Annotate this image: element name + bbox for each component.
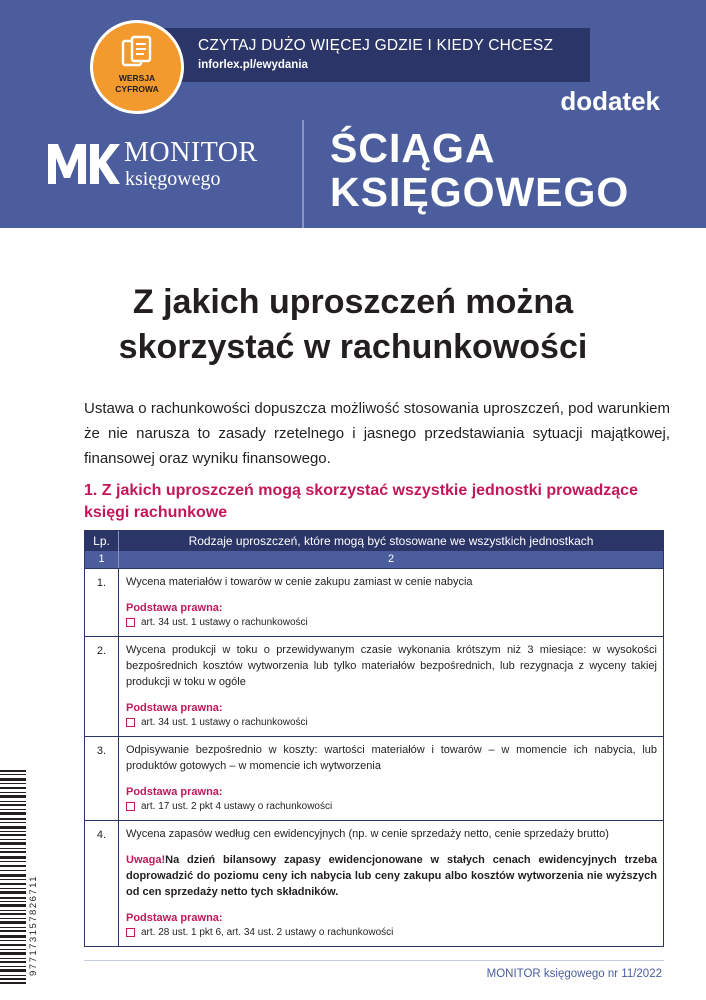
row-description: Odpisywanie bezpośrednio w koszty: wartości materiałów i towarów – w momencie ich nabycia, lub produktów gotowych – w momencie ich wytworzenia xyxy=(126,744,657,772)
column-number-row xyxy=(85,551,663,568)
row-description: Wycena zapasów według cen ewidencyjnych (np. w cenie sprzedaży netto, cenie sprzedaży brutto) xyxy=(126,828,609,840)
row-number: 4. xyxy=(85,821,119,946)
row-number: 3. xyxy=(85,737,119,820)
digital-edition-promo[interactable] xyxy=(160,28,590,82)
legal-basis-item xyxy=(126,616,657,630)
warning-text: Na dzień bilansowy zapasy ewidencjonowane w stałych cenach ewidencyjnych trzeba doprowadzić do poziomu ceny ich nabycia lub ceny zakupu albo kosztów wytworzenia nie wyższych od cen sprzedaży netto tych składników. xyxy=(126,854,657,898)
row-number: 2. xyxy=(85,637,119,736)
logo-monitor-text: MONITOR xyxy=(124,137,258,168)
warning-note xyxy=(126,852,657,900)
digital-version-badge[interactable] xyxy=(90,20,184,114)
table-row xyxy=(85,736,663,820)
column-number-1: 1 xyxy=(85,551,119,568)
row-content xyxy=(119,569,663,636)
footer-issue-label: MONITOR księgowego nr 11/2022 xyxy=(486,968,662,980)
table-row xyxy=(85,568,663,636)
table-row xyxy=(85,820,663,946)
table-header xyxy=(85,531,663,551)
warning-label: Uwaga! xyxy=(126,854,166,866)
legal-basis-text: art. 34 ust. 1 ustawy o rachunkowości xyxy=(141,617,308,628)
barcode-digits: 977173157826711 xyxy=(28,874,39,976)
row-content xyxy=(119,821,663,946)
row-description: Wycena produkcji w toku o przewidywanym czasie wykonania krótszym niż 3 miesiące: w wysokości bezpośrednich kosztów wytworzenia lub tylko materiałów bezpośrednich, lub rezygnacja z wyceny takiej produkcji w toku w ogóle xyxy=(126,644,657,688)
checkbox-icon xyxy=(126,802,135,811)
legal-basis-text: art. 34 ust. 1 ustawy o rachunkowości xyxy=(141,717,308,728)
legal-basis-label: Podstawa prawna: xyxy=(126,702,223,714)
legal-basis-item xyxy=(126,800,657,814)
promo-url[interactable]: inforlex.pl/ewydania xyxy=(198,59,308,71)
monitor-ksiegowego-logo-mark xyxy=(46,140,120,186)
table-row xyxy=(85,636,663,736)
promo-headline: CZYTAJ DUŻO WIĘCEJ GDZIE I KIEDY CHCESZ xyxy=(198,37,554,54)
legal-basis-label: Podstawa prawna: xyxy=(126,602,223,614)
article-title xyxy=(0,280,706,370)
supplement-label: dodatek xyxy=(560,86,660,116)
section-heading: 1. Z jakich uproszczeń mogą skorzystać wszystkie jednostki prowadzące księgi rachunkowe xyxy=(84,482,638,521)
legal-basis-label: Podstawa prawna: xyxy=(126,786,223,798)
legal-basis-text: art. 17 ust. 2 pkt 4 ustawy o rachunkowości xyxy=(141,801,333,812)
header-divider xyxy=(302,120,304,228)
badge-label-line2: CYFROWA xyxy=(115,84,159,94)
header-banner xyxy=(0,0,706,228)
simplifications-table xyxy=(84,530,664,947)
row-description: Wycena materiałów i towarów w cenie zakupu zamiast w cenie nabycia xyxy=(126,576,473,588)
checkbox-icon xyxy=(126,718,135,727)
article-title-line2: skorzystać w rachunkowości xyxy=(118,328,588,366)
footer-divider xyxy=(84,960,664,961)
supplement-title-line1: ŚCIĄGA xyxy=(330,125,496,171)
barcode xyxy=(0,770,26,984)
legal-basis-item xyxy=(126,926,657,940)
supplement-title-line2: KSIĘGOWEGO xyxy=(330,169,630,215)
article-title-line1: Z jakich uproszczeń można xyxy=(132,283,574,321)
checkbox-icon xyxy=(126,928,135,937)
checkbox-icon xyxy=(126,618,135,627)
logo-ksiegowego-text: księgowego xyxy=(125,168,221,190)
column-number-2: 2 xyxy=(387,553,395,565)
badge-label-line1: WERSJA xyxy=(118,73,156,83)
article-intro: Ustawa o rachunkowości dopuszcza możliwość stosowania uproszczeń, pod warunkiem że nie narusza to zasady rzetelnego i jasnego przedstawiania sytuacji majątkowej, finansowej oraz wyniku finansowego. xyxy=(84,400,670,467)
legal-basis-text: art. 28 ust. 1 pkt 6, art. 34 ust. 2 ustawy o rachunkowości xyxy=(141,927,394,938)
column-header-description: Rodzaje uproszczeń, które mogą być stosowane we wszystkich jednostkach xyxy=(188,534,594,548)
legal-basis-label: Podstawa prawna: xyxy=(126,912,223,924)
row-content xyxy=(119,637,663,736)
badge-label xyxy=(93,73,181,95)
row-number: 1. xyxy=(85,569,119,636)
row-content xyxy=(119,737,663,820)
column-header-lp: Lp. xyxy=(85,531,119,551)
tablet-pages-icon xyxy=(121,35,153,69)
legal-basis-item xyxy=(126,716,657,730)
